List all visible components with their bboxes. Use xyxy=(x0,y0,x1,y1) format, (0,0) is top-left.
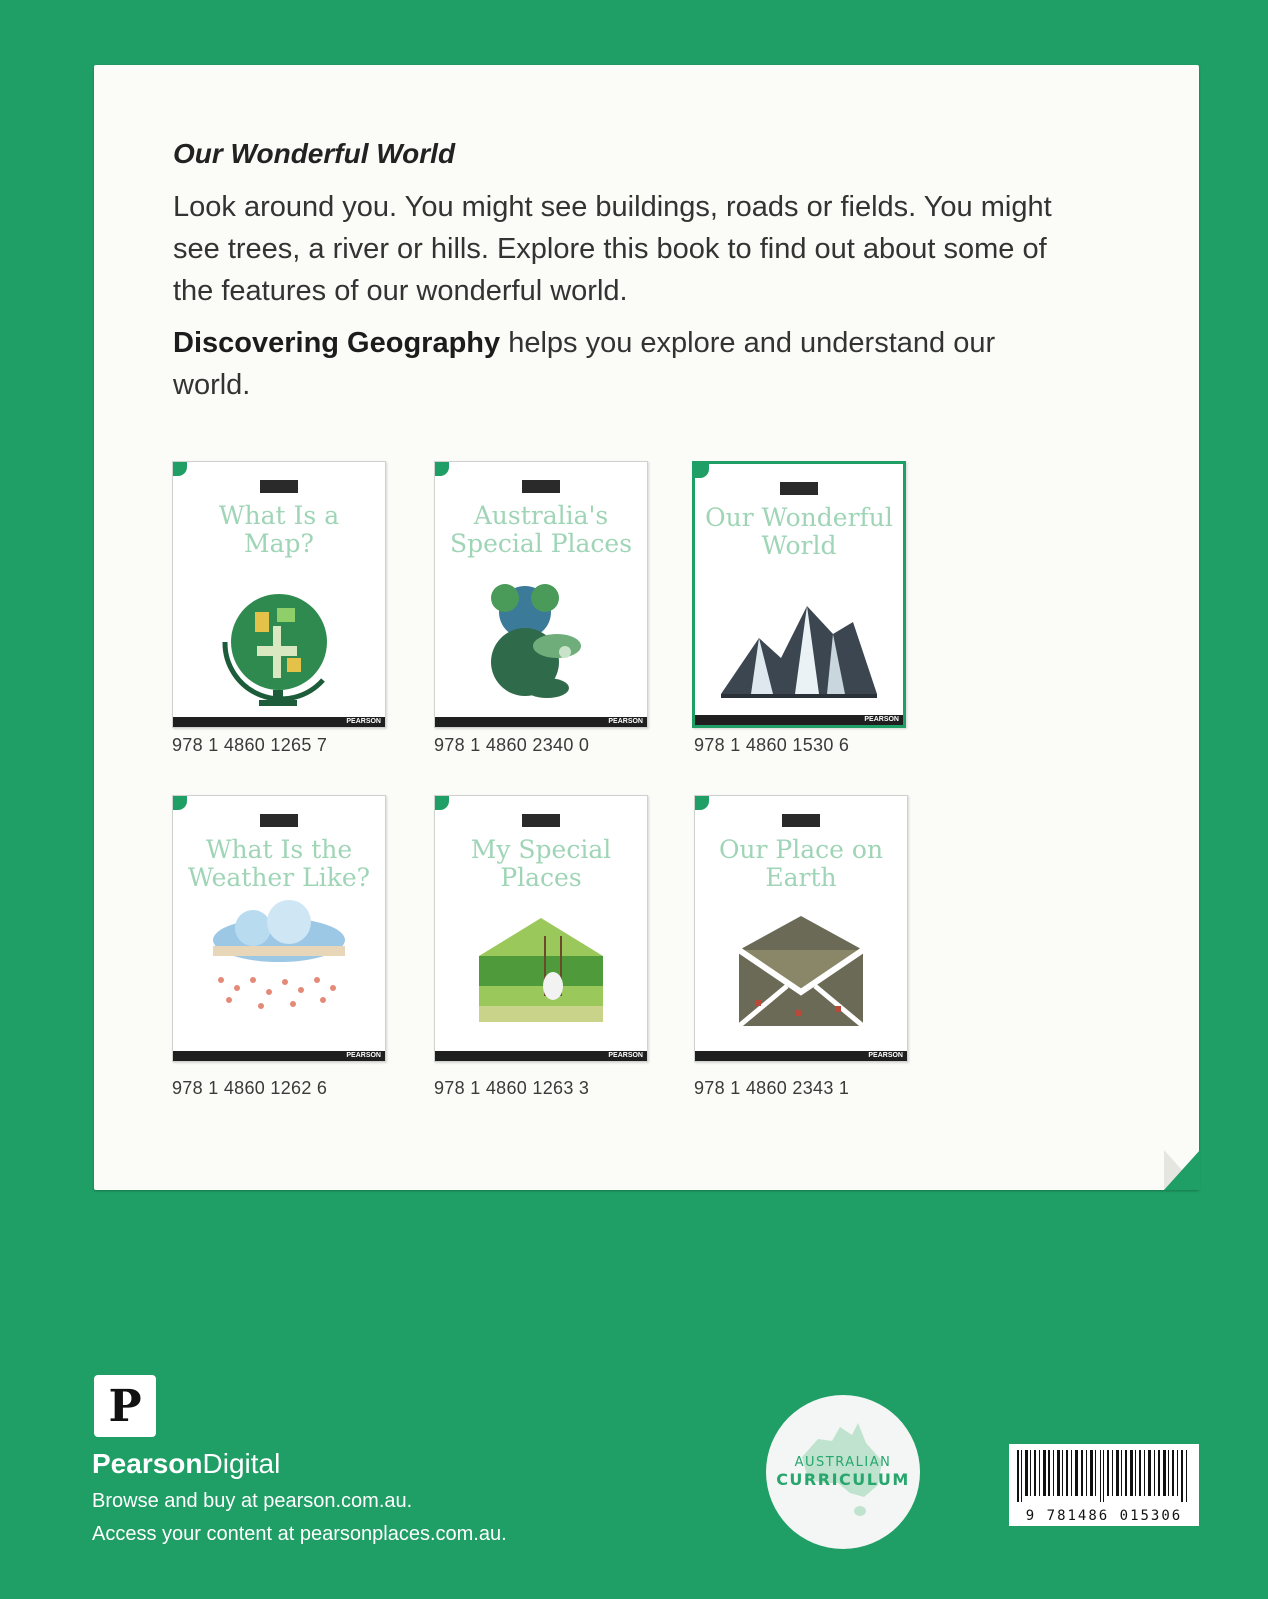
book-title: Our Wonderful World xyxy=(705,503,893,560)
wordmark-bold: Pearson xyxy=(92,1448,203,1479)
pearson-logo: P xyxy=(94,1375,156,1437)
publisher-bar: PEARSON xyxy=(173,717,385,727)
cover-tab xyxy=(695,796,709,810)
series-logo xyxy=(522,814,560,827)
isbn-label: 978 1 4860 1263 3 xyxy=(434,1078,590,1098)
book-cover-my-special-places[interactable] xyxy=(434,795,648,1062)
series-blurb xyxy=(173,322,1053,406)
cloud-rain-icon xyxy=(173,896,385,1046)
cover-tab xyxy=(173,462,187,476)
book-title: Australia's Special Places xyxy=(449,501,633,558)
book-title: My Special Places xyxy=(470,835,612,892)
series-logo xyxy=(260,814,298,827)
isbn-label: 978 1 4860 1262 6 xyxy=(172,1078,328,1098)
browse-link-text[interactable]: Browse and buy at pearson.com.au. xyxy=(92,1490,413,1512)
series-description: helps you explore and understand our world. xyxy=(173,327,996,401)
book-cover-our-wonderful-world[interactable] xyxy=(692,461,906,728)
publisher-bar: PEARSON xyxy=(695,1051,907,1061)
book-title: What Is the Weather Like? xyxy=(187,835,371,892)
isbn-label: 978 1 4860 1265 7 xyxy=(172,735,328,755)
australian-curriculum-badge xyxy=(766,1395,920,1549)
book-blurb: Look around you. You might see buildings, roads or fields. You might see trees, a river or hills. Explore this book to find out about some of the features of our wonderful world. xyxy=(173,191,1052,307)
isbn-label: 978 1 4860 2343 1 xyxy=(694,1078,850,1098)
book-cover-our-place-on-earth[interactable] xyxy=(694,795,908,1062)
publisher-bar: PEARSON xyxy=(435,717,647,727)
cover-tab xyxy=(435,796,449,810)
series-logo xyxy=(522,480,560,493)
series-name: Discovering Geography xyxy=(173,327,501,359)
access-link-text[interactable]: Access your content at pearsonplaces.com.au. xyxy=(92,1523,507,1545)
series-logo xyxy=(260,480,298,493)
page-title: Our Wonderful World xyxy=(173,138,456,169)
barcode-bars xyxy=(1015,1450,1193,1502)
publisher-bar: PEARSON xyxy=(435,1051,647,1061)
publisher-bar: PEARSON xyxy=(695,715,903,725)
envelope-aerial-icon xyxy=(695,896,907,1046)
page-curl-cut xyxy=(1164,1150,1200,1190)
pearson-digital-wordmark xyxy=(92,1448,280,1480)
koala-forest-icon xyxy=(435,562,647,712)
publisher-bar: PEARSON xyxy=(173,1051,385,1061)
isbn-label: 978 1 4860 2340 0 xyxy=(434,735,590,755)
isbn-barcode xyxy=(1009,1444,1199,1526)
series-logo xyxy=(780,482,818,495)
curriculum-line-1: AUSTRALIAN xyxy=(794,1455,892,1470)
curriculum-line-2: CURRICULUM xyxy=(776,1470,910,1489)
waterfall-mountain-icon xyxy=(695,564,906,714)
cover-tab xyxy=(695,464,709,478)
book-title: What Is a Map? xyxy=(218,501,340,558)
series-logo xyxy=(782,814,820,827)
wordmark-rest: Digital xyxy=(202,1448,281,1479)
book-title: Our Place on Earth xyxy=(718,835,884,892)
house-swing-icon xyxy=(435,896,647,1046)
book-cover-what-is-the-weather-like[interactable] xyxy=(172,795,386,1062)
globe-city-icon xyxy=(173,562,385,712)
cover-tab xyxy=(435,462,449,476)
book-cover-australias-special-places[interactable] xyxy=(434,461,648,728)
book-cover-what-is-a-map[interactable] xyxy=(172,461,386,728)
cover-tab xyxy=(173,796,187,810)
isbn-label: 978 1 4860 1530 6 xyxy=(694,735,850,755)
barcode-digits: 9 781486 015306 xyxy=(1025,1508,1183,1524)
